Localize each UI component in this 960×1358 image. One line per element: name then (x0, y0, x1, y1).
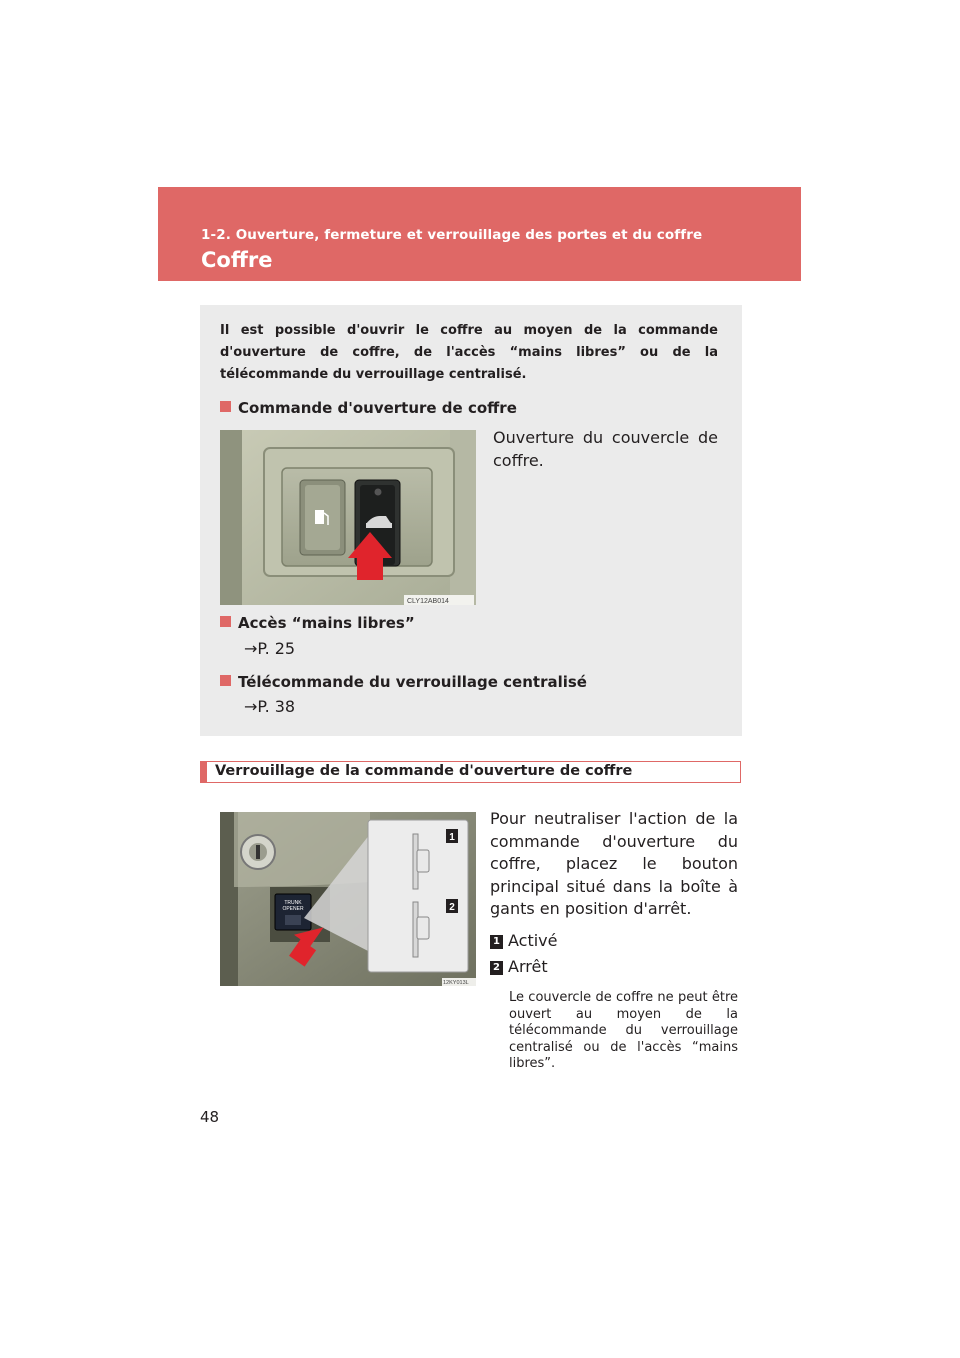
page-reference-link[interactable]: →P. 25 (244, 639, 296, 658)
page-reference-link[interactable]: →P. 38 (244, 697, 296, 716)
opener-label: OPENER (282, 906, 304, 912)
subhead-label: Commande d'ouverture de coffre (238, 399, 517, 417)
image-code: CLY12AB014 (407, 598, 449, 605)
trunk-opener-illustration (220, 430, 476, 605)
trunk-opener-photo (220, 430, 476, 605)
legend-item-active (490, 931, 610, 951)
trunk-opener-caption: Ouverture du couvercle de coffre. (493, 428, 718, 470)
section-heading-bar (200, 761, 741, 783)
trunk-label: TRUNK (284, 900, 302, 906)
subhead-remote-control (220, 673, 587, 691)
callout-1: 1 (449, 832, 455, 843)
image-code: 12KY013L (443, 980, 469, 986)
legend-label: Arrêt (508, 957, 548, 976)
glove-box-switch-photo (220, 812, 476, 986)
note-text: Le couvercle de coffre ne peut être ouvert au moyen de la télécommande du verrouillage centralisé ou de l'accès “mains libres”. (509, 990, 738, 1071)
section-heading-accent (201, 762, 207, 782)
glove-box-switch-illustration (220, 812, 476, 986)
subhead-label: Télécommande du verrouillage centralisé (238, 673, 587, 691)
subhead-label: Accès “mains libres” (238, 614, 415, 632)
number-badge: 2 (490, 961, 503, 975)
square-bullet-icon (220, 675, 231, 686)
subhead-trunk-opener (220, 399, 517, 417)
section-label: 1-2. Ouverture, fermeture et verrouillage des portes et du coffre (201, 227, 703, 243)
callout-2: 2 (449, 902, 455, 913)
page-number: 48 (200, 1108, 220, 1126)
section2-body: Pour neutraliser l'action de la commande d'ouverture du coffre, placez le bouton principal situé dans la boîte à gants en position d'arrêt. (490, 809, 738, 918)
square-bullet-icon (220, 401, 231, 412)
intro-text: Il est possible d'ouvrir le coffre au moyen de la commande d'ouverture de coffre, de l'accès “mains libres” ou de la télécommande du verrouillage centralisé. (220, 323, 718, 382)
subhead-keyless-access (220, 614, 415, 632)
legend-item-off (490, 957, 610, 977)
page-title: Coffre (201, 248, 273, 272)
legend-label: Activé (508, 931, 558, 950)
section-heading-title: Verrouillage de la commande d'ouverture de coffre (215, 763, 633, 779)
square-bullet-icon (220, 616, 231, 627)
number-badge: 1 (490, 935, 503, 949)
